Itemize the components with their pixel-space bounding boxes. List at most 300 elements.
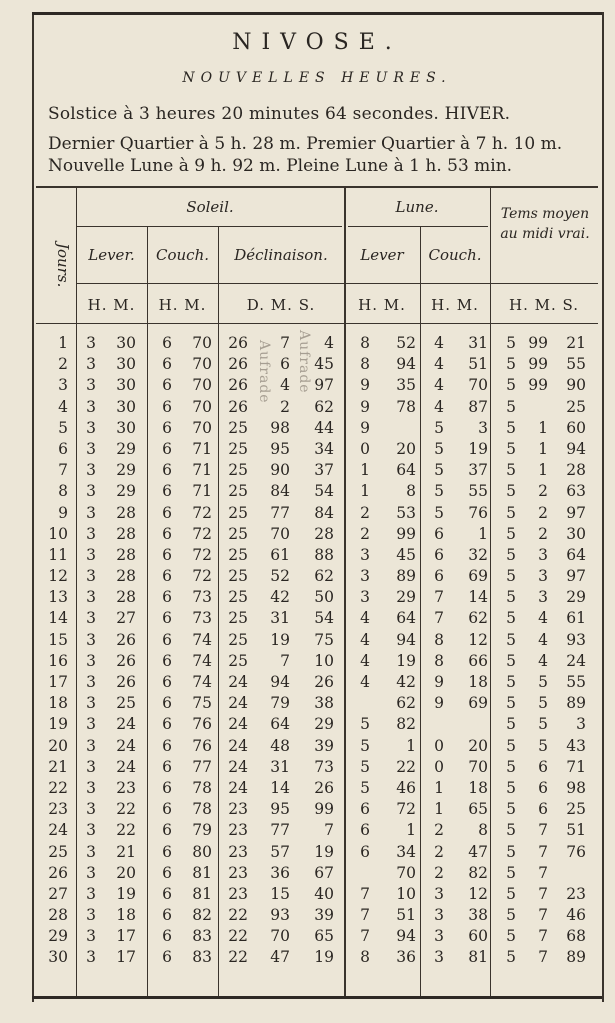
header-tems: Tems moyen au midi vrai. — [500, 206, 590, 242]
table-cell: 79 — [270, 694, 290, 713]
table-cell: 25 — [228, 482, 248, 501]
table-cell: 61 — [270, 545, 290, 564]
table-cell: 20 — [48, 736, 68, 755]
table-cell: 3 — [86, 567, 96, 586]
table-row — [36, 398, 598, 419]
bottom-rule — [32, 996, 602, 999]
table-cell: 62 — [314, 567, 334, 586]
table-cell: 5 — [360, 736, 370, 755]
table-cell: 5 — [434, 461, 444, 480]
table-cell: 6 — [162, 334, 172, 352]
table-cell: 26 — [116, 630, 136, 649]
table-cell: 70 — [396, 863, 416, 882]
table-cell: 70 — [192, 334, 212, 352]
table-cell: 70 — [192, 397, 212, 416]
table-cell: 28 — [116, 524, 136, 543]
table-cell: 35 — [396, 376, 416, 395]
subheader-rule — [76, 283, 598, 284]
table-cell: 4 — [434, 397, 444, 416]
table-cell: 78 — [192, 778, 212, 797]
table-cell: 19 — [270, 630, 290, 649]
table-cell: 9 — [360, 418, 370, 437]
table-cell: 25 — [228, 439, 248, 458]
table-cell: 97 — [566, 567, 586, 586]
table-cell: 4 — [538, 651, 548, 670]
table-cell: 7 — [538, 927, 548, 946]
table-cell: 84 — [314, 503, 334, 522]
table-cell: 5 — [506, 588, 516, 607]
table-cell: 25 — [228, 609, 248, 628]
table-cell: 1 — [538, 439, 548, 458]
table-cell: 74 — [192, 651, 212, 670]
table-cell: 5 — [506, 461, 516, 480]
table-cell: 6 — [360, 821, 370, 840]
table-cell: 12 — [468, 884, 488, 903]
table-cell: 64 — [396, 461, 416, 480]
table-cell: 5 — [434, 439, 444, 458]
table-cell: 6 — [162, 800, 172, 819]
table-cell: 76 — [468, 503, 488, 522]
table-cell: 7 — [538, 884, 548, 903]
table-row — [36, 800, 598, 821]
table-cell: 51 — [396, 906, 416, 925]
table-cell: 5 — [360, 715, 370, 734]
table-cell: 5 — [506, 439, 516, 458]
table-cell: 3 — [86, 927, 96, 946]
table-cell: 6 — [162, 524, 172, 543]
table-cell: 37 — [314, 461, 334, 480]
table-cell: 8 — [406, 482, 416, 501]
table-cell: 7 — [538, 821, 548, 840]
table-cell: 6 — [538, 757, 548, 776]
table-cell: 64 — [396, 609, 416, 628]
table-cell: 30 — [116, 397, 136, 416]
table-row — [36, 694, 598, 715]
page-title: NIVOSE. — [232, 30, 402, 55]
table-cell: 73 — [192, 609, 212, 628]
table-cell: 28 — [566, 461, 586, 480]
table-cell: 5 — [506, 757, 516, 776]
table-cell: 10 — [396, 884, 416, 903]
table-cell: 64 — [566, 545, 586, 564]
table-cell: 70 — [192, 376, 212, 395]
table-cell: 63 — [566, 482, 586, 501]
table-cell: 25 — [566, 800, 586, 819]
table-cell: 31 — [468, 334, 488, 352]
table-cell: 99 — [314, 800, 334, 819]
table-cell: 6 — [360, 842, 370, 861]
table-row — [36, 440, 598, 461]
table-cell: 0 — [434, 757, 444, 776]
table-cell: 51 — [468, 355, 488, 374]
table-cell: 94 — [270, 673, 290, 691]
table-cell: 24 — [116, 736, 136, 755]
table-cell: 3 — [360, 567, 370, 586]
table-cell: 6 — [162, 673, 172, 691]
table-cell: 3 — [360, 588, 370, 607]
table-cell: 2 — [538, 482, 548, 501]
table-cell: 82 — [396, 715, 416, 734]
table-cell: 7 — [538, 842, 548, 861]
table-cell: 30 — [566, 524, 586, 543]
table-cell: 5 — [538, 673, 548, 691]
table-cell: 4 — [434, 376, 444, 395]
table-cell: 5 — [506, 821, 516, 840]
table-cell: 6 — [162, 884, 172, 903]
table-cell: 18 — [468, 673, 488, 691]
table-cell: 16 — [48, 651, 68, 670]
table-cell: 5 — [506, 948, 516, 967]
table-cell: 99 — [528, 355, 548, 374]
table-cell: 6 — [162, 651, 172, 670]
table-cell: 7 — [538, 948, 548, 967]
table-cell: 75 — [314, 630, 334, 649]
table-cell: 25 — [566, 397, 586, 416]
table-cell: 25 — [228, 461, 248, 480]
table-cell: 7 — [58, 461, 68, 480]
table-cell: 5 — [506, 863, 516, 882]
table-row — [36, 821, 598, 842]
table-cell: 6 — [162, 376, 172, 395]
table-cell: 10 — [48, 524, 68, 543]
table-row — [36, 482, 598, 503]
table-cell: 5 — [506, 906, 516, 925]
table-cell: 68 — [566, 927, 586, 946]
table-cell: 25 — [228, 524, 248, 543]
table-cell: 2 — [58, 355, 68, 374]
table-cell: 6 — [162, 355, 172, 374]
units-hm: H. M. — [158, 296, 207, 314]
table-cell: 3 — [434, 948, 444, 967]
table-cell: 39 — [314, 736, 334, 755]
table-cell: 29 — [48, 927, 68, 946]
table-cell: 72 — [192, 524, 212, 543]
table-cell: 60 — [468, 927, 488, 946]
table-cell: 19 — [48, 715, 68, 734]
table-cell: 9 — [434, 694, 444, 713]
table-row — [36, 334, 598, 355]
table-cell: 81 — [192, 863, 212, 882]
table-cell: 3 — [360, 545, 370, 564]
table-cell: 25 — [228, 630, 248, 649]
table-cell: 11 — [48, 545, 68, 564]
data-table-body — [36, 334, 598, 970]
table-cell: 15 — [270, 884, 290, 903]
table-cell: 18 — [116, 906, 136, 925]
table-cell: 3 — [86, 482, 96, 501]
table-cell: 9 — [360, 397, 370, 416]
table-cell: 5 — [506, 482, 516, 501]
table-cell: 22 — [116, 800, 136, 819]
table-cell: 19 — [468, 439, 488, 458]
table-cell: 0 — [360, 439, 370, 458]
table-cell: 5 — [506, 736, 516, 755]
table-cell: 23 — [116, 778, 136, 797]
table-cell: 26 — [116, 673, 136, 691]
table-cell: 5 — [506, 524, 516, 543]
table-cell: 75 — [192, 694, 212, 713]
table-cell: 65 — [314, 927, 334, 946]
table-row — [36, 885, 598, 906]
table-cell: 25 — [228, 545, 248, 564]
table-cell: 72 — [192, 503, 212, 522]
table-cell: 5 — [506, 418, 516, 437]
table-cell: 28 — [116, 503, 136, 522]
header-lune-couch: Couch. — [428, 246, 482, 264]
table-cell: 21 — [116, 842, 136, 861]
table-cell: 6 — [162, 418, 172, 437]
table-cell: 19 — [314, 842, 334, 861]
table-cell: 23 — [566, 884, 586, 903]
page-subtitle: NOUVELLES HEURES. — [182, 70, 452, 86]
table-cell: 26 — [48, 863, 68, 882]
table-cell: 62 — [468, 609, 488, 628]
table-cell: 44 — [314, 418, 334, 437]
table-cell: 31 — [270, 609, 290, 628]
table-cell: 74 — [192, 673, 212, 691]
table-cell: 95 — [270, 800, 290, 819]
table-cell: 29 — [396, 588, 416, 607]
table-cell: 25 — [228, 503, 248, 522]
table-cell: 8 — [58, 482, 68, 501]
table-cell: 6 — [434, 545, 444, 564]
table-cell: 5 — [538, 715, 548, 734]
table-cell: 70 — [192, 355, 212, 374]
table-row — [36, 906, 598, 927]
table-cell: 77 — [270, 503, 290, 522]
table-cell: 66 — [468, 651, 488, 670]
table-cell: 38 — [314, 694, 334, 713]
table-cell: 4 — [324, 334, 334, 352]
table-cell: 24 — [116, 757, 136, 776]
table-cell: 6 — [162, 927, 172, 946]
table-cell: 5 — [434, 503, 444, 522]
table-cell: 73 — [314, 757, 334, 776]
table-cell: 90 — [566, 376, 586, 395]
table-cell: 53 — [396, 503, 416, 522]
table-cell: 22 — [228, 948, 248, 967]
table-cell: 4 — [434, 355, 444, 374]
table-cell: 7 — [538, 863, 548, 882]
table-cell: 40 — [314, 884, 334, 903]
table-cell: 4 — [538, 630, 548, 649]
table-cell: 23 — [228, 863, 248, 882]
table-cell: 90 — [270, 461, 290, 480]
table-cell: 27 — [116, 609, 136, 628]
table-cell: 22 — [116, 821, 136, 840]
table-cell: 3 — [478, 418, 488, 437]
table-cell: 98 — [566, 778, 586, 797]
table-cell: 3 — [434, 884, 444, 903]
table-cell: 6 — [162, 948, 172, 967]
table-cell: 3 — [538, 588, 548, 607]
table-cell: 7 — [538, 906, 548, 925]
table-row — [36, 715, 598, 736]
table-cell: 94 — [396, 927, 416, 946]
table-cell: 18 — [48, 694, 68, 713]
table-cell: 22 — [396, 757, 416, 776]
table-cell: 3 — [86, 842, 96, 861]
table-cell: 3 — [86, 503, 96, 522]
table-cell: 3 — [86, 609, 96, 628]
table-cell: 5 — [506, 884, 516, 903]
table-cell: 5 — [506, 842, 516, 861]
table-cell: 4 — [58, 397, 68, 416]
table-cell: 1 — [538, 461, 548, 480]
table-cell: 19 — [396, 651, 416, 670]
table-cell: 5 — [506, 545, 516, 564]
table-cell: 6 — [162, 630, 172, 649]
table-cell: 87 — [468, 397, 488, 416]
table-row — [36, 419, 598, 440]
table-cell: 62 — [314, 397, 334, 416]
table-cell: 72 — [396, 800, 416, 819]
table-cell: 24 — [116, 715, 136, 734]
table-cell: 57 — [270, 842, 290, 861]
table-cell: 2 — [434, 842, 444, 861]
table-cell: 52 — [396, 334, 416, 352]
table-cell: 29 — [116, 461, 136, 480]
table-cell: 82 — [468, 863, 488, 882]
table-cell: 24 — [228, 757, 248, 776]
table-cell: 64 — [270, 715, 290, 734]
units-hm: H. M. — [87, 296, 136, 314]
table-cell: 7 — [360, 884, 370, 903]
table-cell: 38 — [468, 906, 488, 925]
table-cell: 74 — [192, 630, 212, 649]
table-cell: 42 — [396, 673, 416, 691]
table-cell: 89 — [566, 948, 586, 967]
table-cell: 2 — [360, 524, 370, 543]
header-declinaison: Déclinaison. — [234, 246, 328, 264]
table-cell: 21 — [566, 334, 586, 352]
table-row — [36, 546, 598, 567]
table-cell: 3 — [86, 461, 96, 480]
table-cell: 7 — [280, 334, 290, 352]
table-cell: 47 — [468, 842, 488, 861]
table-cell: 8 — [360, 334, 370, 352]
table-cell: 71 — [192, 461, 212, 480]
table-cell: 8 — [360, 948, 370, 967]
table-cell: 2 — [538, 503, 548, 522]
table-cell: 23 — [228, 884, 248, 903]
table-cell: 72 — [192, 545, 212, 564]
table-cell: 99 — [528, 376, 548, 395]
table-cell: 5 — [506, 778, 516, 797]
table-cell: 24 — [228, 778, 248, 797]
table-cell: 46 — [566, 906, 586, 925]
table-row — [36, 525, 598, 546]
table-cell: 6 — [162, 588, 172, 607]
table-cell: 4 — [360, 673, 370, 691]
table-cell: 21 — [48, 757, 68, 776]
table-row — [36, 504, 598, 525]
table-cell: 0 — [434, 736, 444, 755]
table-cell: 3 — [86, 418, 96, 437]
table-cell: 7 — [280, 651, 290, 670]
table-cell: 24 — [48, 821, 68, 840]
table-cell: 6 — [162, 842, 172, 861]
table-cell: 23 — [228, 800, 248, 819]
table-cell: 2 — [434, 821, 444, 840]
table-cell: 1 — [434, 778, 444, 797]
table-cell: 28 — [116, 567, 136, 586]
table-cell: 6 — [538, 778, 548, 797]
table-cell: 99 — [528, 334, 548, 352]
table-cell: 5 — [506, 694, 516, 713]
table-cell: 8 — [434, 651, 444, 670]
table-cell: 6 — [162, 863, 172, 882]
table-cell: 77 — [270, 821, 290, 840]
table-cell: 93 — [566, 630, 586, 649]
table-cell: 3 — [538, 545, 548, 564]
table-cell: 20 — [396, 439, 416, 458]
table-cell: 5 — [58, 418, 68, 437]
table-cell: 5 — [506, 503, 516, 522]
table-cell: 25 — [116, 694, 136, 713]
table-cell: 24 — [228, 694, 248, 713]
table-cell: 80 — [192, 842, 212, 861]
table-cell: 81 — [192, 884, 212, 903]
table-cell: 29 — [314, 715, 334, 734]
table-cell: 1 — [360, 461, 370, 480]
table-cell: 5 — [538, 694, 548, 713]
table-cell: 71 — [192, 482, 212, 501]
table-cell: 30 — [116, 376, 136, 395]
table-cell: 6 — [162, 503, 172, 522]
table-cell: 67 — [314, 863, 334, 882]
table-row — [36, 652, 598, 673]
table-cell: 12 — [468, 630, 488, 649]
table-cell: 77 — [192, 757, 212, 776]
table-cell: 97 — [314, 376, 334, 395]
table-cell: 17 — [48, 673, 68, 691]
table-cell: 3 — [86, 376, 96, 395]
table-cell: 22 — [228, 927, 248, 946]
table-cell: 7 — [434, 609, 444, 628]
table-cell: 3 — [576, 715, 586, 734]
table-cell: 76 — [192, 715, 212, 734]
table-cell: 6 — [162, 439, 172, 458]
table-cell: 5 — [506, 715, 516, 734]
table-cell: 6 — [58, 439, 68, 458]
library-stamp: Aufrade — [296, 330, 312, 394]
table-cell: 12 — [48, 567, 68, 586]
table-cell: 20 — [468, 736, 488, 755]
table-row — [36, 609, 598, 630]
table-cell: 89 — [396, 567, 416, 586]
table-cell: 83 — [192, 927, 212, 946]
table-cell: 29 — [116, 439, 136, 458]
table-cell: 28 — [48, 906, 68, 925]
table-cell: 5 — [506, 651, 516, 670]
table-cell: 6 — [162, 736, 172, 755]
table-cell: 95 — [270, 439, 290, 458]
table-cell: 25 — [228, 567, 248, 586]
table-cell: 83 — [192, 948, 212, 967]
table-cell: 5 — [506, 376, 516, 395]
table-row — [36, 461, 598, 482]
table-cell: 3 — [86, 948, 96, 967]
table-cell: 5 — [506, 630, 516, 649]
table-cell: 14 — [270, 778, 290, 797]
table-cell: 62 — [396, 694, 416, 713]
table-cell: 94 — [396, 355, 416, 374]
table-cell: 8 — [360, 355, 370, 374]
table-cell: 24 — [228, 736, 248, 755]
table-cell: 5 — [360, 757, 370, 776]
table-cell: 30 — [116, 418, 136, 437]
